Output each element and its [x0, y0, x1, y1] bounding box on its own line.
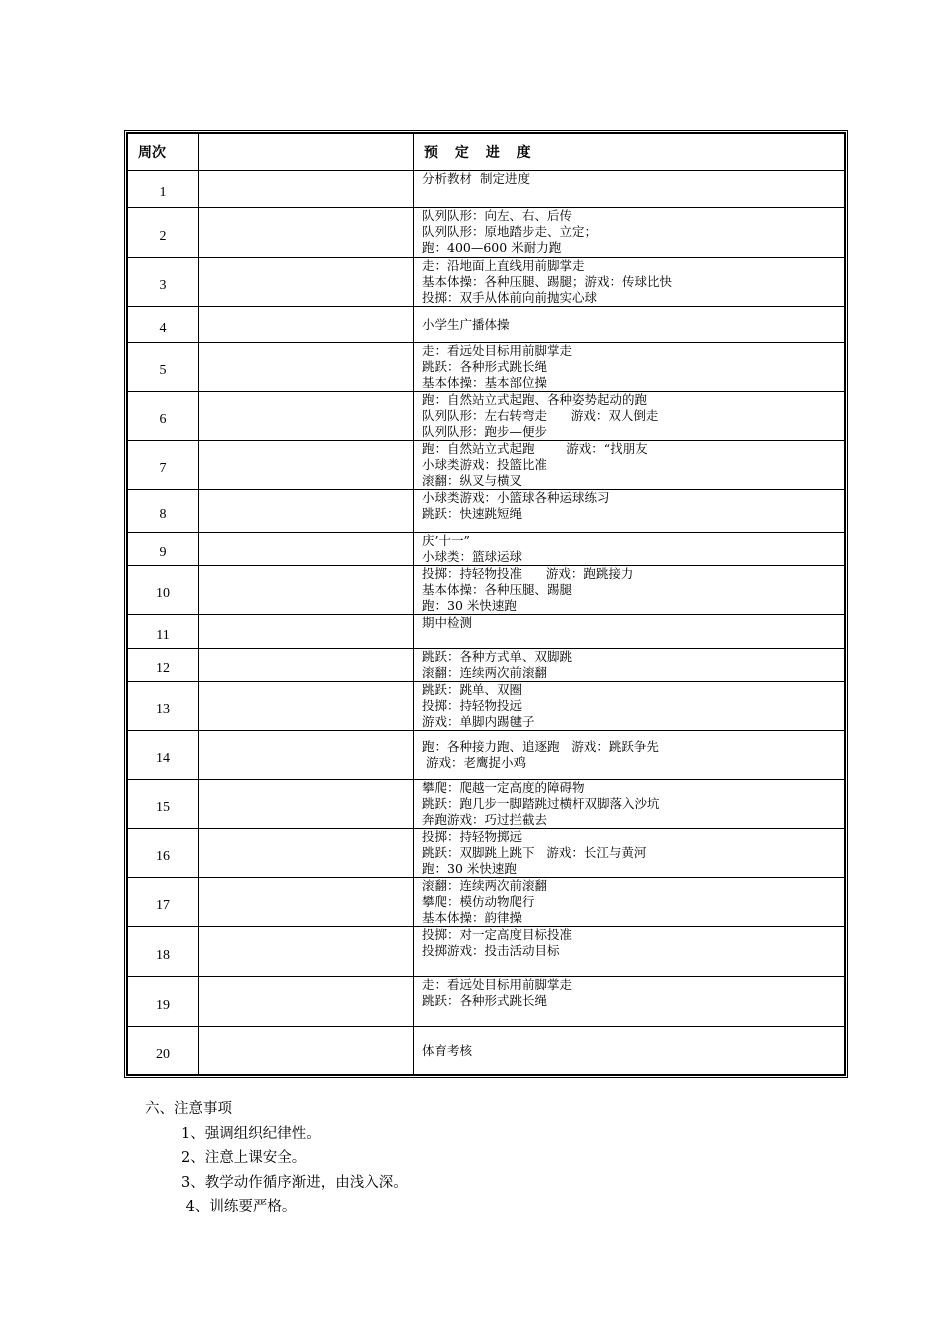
plan-line: 基本体操：各种压腿、踢腿: [422, 582, 573, 597]
plan-line: 攀爬：爬越一定高度的障碍物: [422, 780, 585, 795]
week-number-cell: [128, 731, 199, 780]
notes-section: [145, 1097, 408, 1220]
plan-line: 跳跃：各种方式单、双脚跳: [422, 649, 573, 664]
plan-cell: [414, 258, 845, 307]
plan-cell: [414, 490, 845, 533]
week-number: 15: [156, 800, 170, 815]
plan-line: 走：看远处目标用前脚掌走: [422, 343, 573, 358]
plan-line: 体育考核: [422, 1042, 473, 1058]
plan-line: 跳跃：跳单、双圈: [422, 682, 523, 697]
table-row: [128, 731, 845, 780]
table-row: [128, 977, 845, 1027]
plan-cell: [414, 927, 845, 977]
week-number: 3: [159, 278, 167, 293]
week-number: 12: [156, 661, 170, 676]
table-row: [128, 1027, 845, 1075]
week-number: 6: [159, 412, 167, 427]
plan-line: 走：沿地面上直线用前脚掌走: [422, 258, 585, 273]
plan-line: 小球类游戏：小篮球各种运球练习: [422, 490, 610, 505]
plan-line: 投掷游戏：投击活动目标: [422, 943, 560, 958]
blank-cell: [199, 829, 414, 878]
plan-cell: [414, 441, 845, 490]
plan-cell: [414, 533, 845, 566]
table-row: [128, 829, 845, 878]
notes-title: 六、注意事项: [145, 1101, 232, 1117]
week-number-cell: [128, 533, 199, 566]
plan-line: 基本体操：基本部位操: [422, 375, 548, 390]
plan-line: 基本体操：各种压腿、踢腿；游戏：传球比快: [422, 274, 673, 289]
plan-line: 跑：自然站立式起跑 游戏：“找朋友: [422, 441, 648, 456]
table-row: [128, 682, 845, 731]
table-row: [128, 307, 845, 343]
plan-line: 庆’十一”: [422, 533, 470, 548]
week-number: 10: [156, 586, 170, 601]
blank-cell: [199, 682, 414, 731]
blank-cell: [199, 927, 414, 977]
plan-cell: [414, 307, 845, 343]
plan-line: 小球类：篮球运球: [422, 549, 523, 564]
plan-line: 跳跃：各种形式跳长绳: [422, 993, 548, 1008]
week-number-cell: [128, 878, 199, 927]
week-number-cell: [128, 208, 199, 258]
week-number: 7: [159, 461, 167, 476]
blank-cell: [199, 731, 414, 780]
plan-line: 跑：30 米快速跑: [422, 598, 517, 613]
week-number: 13: [156, 702, 170, 717]
week-number-cell: [128, 977, 199, 1027]
plan-cell: [414, 208, 845, 258]
schedule-body: [128, 171, 845, 1075]
plan-line: 投掷：持轻物投准 游戏：跑跳接力: [422, 566, 634, 581]
blank-cell: [199, 392, 414, 441]
plan-line: 投掷：对一定高度目标投准: [422, 927, 573, 942]
plan-line: 跳跃：跑几步一脚踏跳过横杆双脚落入沙坑: [422, 796, 660, 811]
plan-line: 期中检测: [422, 615, 473, 630]
blank-cell: [199, 208, 414, 258]
plan-line: 跑：30 米快速跑: [422, 861, 517, 876]
table-row: [128, 208, 845, 258]
blank-cell: [199, 615, 414, 649]
plan-cell: [414, 731, 845, 780]
table-row: [128, 566, 845, 615]
plan-line: 小学生广播体操: [422, 316, 510, 332]
week-number-cell: [128, 343, 199, 392]
week-number: 5: [159, 363, 167, 378]
plan-line: 跑：各种接力跑、追逐跑 游戏：跳跃争先: [422, 739, 659, 754]
plan-cell: [414, 171, 845, 208]
plan-line: 基本体操：韵律操: [422, 910, 523, 925]
table-row: [128, 258, 845, 307]
plan-line: 滚翻：连续两次前滚翻: [422, 665, 548, 680]
plan-line: 队列队形：向左、右、后传: [422, 208, 573, 223]
notes-item: 1、强调组织纪律性。: [181, 1125, 321, 1142]
table-row: [128, 171, 845, 208]
week-number-cell: [128, 490, 199, 533]
plan-line: 投掷：持轻物投远: [422, 698, 523, 713]
blank-cell: [199, 258, 414, 307]
blank-cell: [199, 566, 414, 615]
week-number-cell: [128, 1027, 199, 1075]
plan-line: 奔跑游戏：巧过拦截去: [422, 812, 548, 827]
week-number: 17: [156, 898, 170, 913]
table-row: [128, 780, 845, 829]
table-row: [128, 490, 845, 533]
notes-item: 2、注意上课安全。: [181, 1150, 307, 1166]
header-plan: 预 定 进 度: [414, 134, 845, 171]
week-number-cell: [128, 927, 199, 977]
blank-cell: [199, 649, 414, 682]
header-blank: [199, 134, 414, 171]
week-number: 4: [159, 320, 167, 336]
week-number: 9: [159, 545, 167, 560]
week-number-cell: [128, 392, 199, 441]
blank-cell: [199, 307, 414, 343]
week-number-cell: [128, 307, 199, 343]
plan-line: 队列队形：原地踏步走、立定；: [422, 224, 598, 239]
week-number: 11: [156, 627, 170, 643]
plan-cell: [414, 682, 845, 731]
plan-cell: [414, 566, 845, 615]
week-number: 18: [156, 947, 170, 963]
plan-line: 走：看远处目标用前脚掌走: [422, 977, 573, 992]
table-row: [128, 927, 845, 977]
blank-cell: [199, 441, 414, 490]
week-number: 14: [156, 751, 170, 766]
plan-line: 游戏：老鹰捉小鸡: [422, 755, 526, 770]
week-number-cell: [128, 780, 199, 829]
table-row: [128, 649, 845, 682]
week-number-cell: [128, 441, 199, 490]
plan-cell: [414, 878, 845, 927]
table-row: [128, 615, 845, 649]
plan-line: 滚翻：连续两次前滚翻: [422, 878, 548, 893]
table-row: [128, 392, 845, 441]
week-number-cell: [128, 258, 199, 307]
plan-line: 队列队形：跑步—便步: [422, 424, 548, 439]
plan-cell: [414, 392, 845, 441]
plan-line: 跳跃：快速跳短绳: [422, 506, 523, 521]
plan-line: 跳跃：各种形式跳长绳: [422, 359, 548, 374]
blank-cell: [199, 490, 414, 533]
blank-cell: [199, 780, 414, 829]
table-row: [128, 343, 845, 392]
plan-cell: [414, 780, 845, 829]
week-number-cell: [128, 566, 199, 615]
blank-cell: [199, 533, 414, 566]
table-row: [128, 878, 845, 927]
table-row: [128, 533, 845, 566]
blank-cell: [199, 343, 414, 392]
week-number: 20: [156, 1046, 170, 1062]
plan-cell: [414, 615, 845, 649]
blank-cell: [199, 1027, 414, 1075]
plan-line: 攀爬：模仿动物爬行: [422, 894, 535, 909]
notes-item: 4、训练要严格。: [181, 1199, 297, 1215]
plan-line: 游戏：单脚内踢毽子: [422, 714, 535, 729]
plan-cell: [414, 977, 845, 1027]
header-week: 周次: [128, 134, 199, 171]
week-number: 19: [156, 997, 170, 1013]
week-number-cell: [128, 682, 199, 731]
plan-line: 投掷：双手从体前向前抛实心球: [422, 290, 598, 305]
week-number: 8: [159, 507, 167, 522]
blank-cell: [199, 171, 414, 208]
blank-cell: [199, 977, 414, 1027]
week-number-cell: [128, 171, 199, 208]
plan-line: 跑：400—600 米耐力跑: [422, 240, 562, 255]
week-number-cell: [128, 615, 199, 649]
plan-line: 分析教材 制定进度: [422, 171, 530, 186]
notes-item: 3、教学动作循序渐进，由浅入深。: [181, 1174, 408, 1191]
plan-line: 队列队形：左右转弯走 游戏：双人倒走: [422, 408, 659, 423]
table-row: [128, 441, 845, 490]
week-number: 1: [159, 185, 167, 200]
plan-cell: [414, 829, 845, 878]
table-header-row: [128, 134, 845, 171]
plan-line: 小球类游戏：投篮比准: [422, 457, 548, 472]
plan-line: 滚翻：纵叉与横叉: [422, 473, 523, 488]
plan-cell: [414, 1027, 845, 1075]
week-number-cell: [128, 829, 199, 878]
week-number: 2: [159, 228, 167, 244]
blank-cell: [199, 878, 414, 927]
week-number: 16: [156, 849, 170, 864]
plan-cell: [414, 649, 845, 682]
plan-line: 投掷：持轻物掷远: [422, 829, 523, 844]
plan-line: 跳跃：双脚跳上跳下 游戏：长江与黄河: [422, 845, 647, 860]
schedule-table: [124, 130, 848, 1078]
week-number-cell: [128, 649, 199, 682]
plan-line: 跑：自然站立式起跑、各种姿势起动的跑: [422, 392, 648, 407]
plan-cell: [414, 343, 845, 392]
